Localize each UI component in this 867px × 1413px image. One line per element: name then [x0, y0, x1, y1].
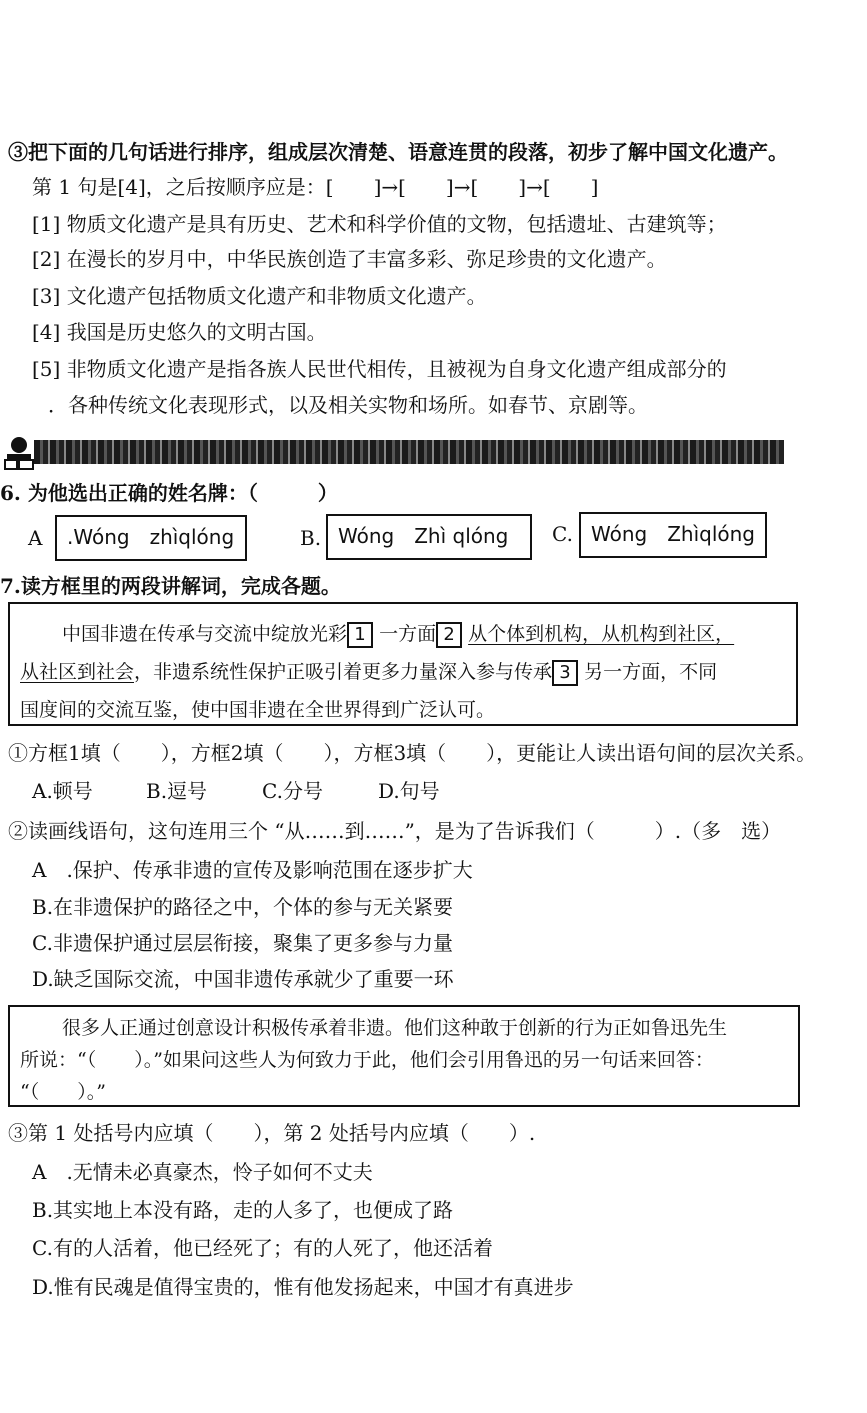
q3-sentence-3: [3] 文化遗产包括物质文化遗产和非物质文化遗产。	[32, 284, 487, 308]
section-header-bar	[34, 440, 784, 464]
q7-sub3-option-b: B.其实地上本没有路，走的人多了，也便成了路	[32, 1198, 454, 1222]
q3-sentence-5b: ．各种传统文化表现形式，以及相关实物和场所。如春节、京剧等。	[48, 393, 648, 417]
q7-sub1-option-a: A.顿号	[32, 779, 93, 803]
q3-sentence-2: [2] 在漫长的岁月中，中华民族创造了丰富多彩、弥足珍贵的文化遗产。	[32, 247, 667, 271]
underlined-phrase-1: 从个体到机构，从机构到社区，	[468, 623, 735, 645]
q7-sub1-option-d: D.句号	[378, 779, 440, 803]
q7-sub2-question: ②读画线语句，这句连用三个 “从……到……”，是为了告诉我们（ ）.（多 选）	[8, 819, 782, 843]
q7-sub1-option-c: C.分号	[262, 779, 323, 803]
q7-title: 7.读方框里的两段讲解词，完成各题。	[0, 574, 341, 598]
blank-box-2: 2	[436, 622, 462, 648]
q6-option-b-label: B.	[300, 526, 322, 550]
passage-1-text-b: 一方面	[379, 623, 437, 645]
q3-order-line: 第 1 句是[4]，之后按顺序应是：[ ]→[ ]→[ ]→[ ]	[32, 175, 599, 199]
q7-sub3-option-a: A .无情未必真豪杰，怜子如何不丈夫	[32, 1160, 373, 1184]
q7-sub3-option-d: D.惟有民魂是值得宝贵的，惟有他发扬起来，中国才有真进步	[32, 1275, 574, 1299]
passage-1-text-e: 国度间的交流互鉴，使中国非遗在全世界得到广泛认可。	[20, 699, 496, 721]
passage-2-line-3: “（ ）。”	[20, 1081, 106, 1103]
passage-1	[20, 615, 790, 729]
q7-sub3-question: ③第 1 处括号内应填（ ），第 2 处括号内应填（ ）.	[8, 1121, 536, 1145]
q6-option-a-label: A	[28, 526, 43, 550]
nameplate-option-c: Wóng Zhìqlóng	[579, 512, 767, 558]
passage-2-line-1: 很多人正通过创意设计积极传承着非遗。他们这种敢于创新的行为正如鲁迅先生	[62, 1017, 728, 1039]
blank-box-3: 3	[552, 660, 578, 686]
q6-title: 6. 为他选出正确的姓名牌：（ ）	[0, 481, 338, 505]
passage-1-text-c: ，非遗系统性保护正吸引着更多力量深入参与传承	[134, 661, 553, 683]
q7-sub2-option-a: A .保护、传承非遗的宣传及影响范围在逐步扩大	[32, 858, 473, 882]
passage-2	[20, 1012, 796, 1108]
q6-option-c-label: C.	[552, 522, 573, 546]
q3-sentence-1: [1] 物质文化遗产是具有历史、艺术和科学价值的文物，包括遗址、古建筑等；	[32, 212, 727, 236]
passage-1-text-d: 另一方面，不同	[584, 661, 718, 683]
q7-sub2-option-d: D.缺乏国际交流，中国非遗传承就少了重要一环	[32, 967, 454, 991]
q3-sentence-5a: [5] 非物质文化遗产是指各族人民世代相传，且被视为自身文化遗产组成部分的	[32, 357, 727, 381]
q7-sub2-option-c: C.非遗保护通过层层衔接，聚集了更多参与力量	[32, 931, 453, 955]
q3-sentence-4: [4] 我国是历史悠久的文明古国。	[32, 320, 327, 344]
q7-sub2-option-b: B.在非遗保护的路径之中，个体的参与无关紧要	[32, 895, 454, 919]
nameplate-option-b: Wóng Zhì qlóng	[326, 514, 532, 560]
passage-2-line-2: 所说：“（ ）。”如果问这些人为何致力于此，他们会引用鲁迅的另一句话来回答：	[20, 1049, 714, 1071]
q7-sub1-option-b: B.逗号	[146, 779, 208, 803]
passage-1-text-a: 中国非遗在传承与交流中绽放光彩	[62, 623, 348, 645]
blank-box-1: 1	[347, 622, 373, 648]
nameplate-option-a: .Wóng zhìqlóng	[55, 515, 247, 561]
underlined-phrase-2: 从社区到社会	[20, 661, 135, 683]
q7-sub3-option-c: C.有的人活着，他已经死了；有的人死了，他还活着	[32, 1236, 493, 1260]
q3-title: ③把下面的几句话进行排序，组成层次清楚、语意连贯的段落，初步了解中国文化遗产。	[8, 140, 788, 164]
q7-sub1-question: ①方框1填（ ），方框2填（ ），方框3填（ ），更能让人读出语句间的层次关系。	[8, 741, 817, 765]
person-icon	[4, 436, 34, 470]
